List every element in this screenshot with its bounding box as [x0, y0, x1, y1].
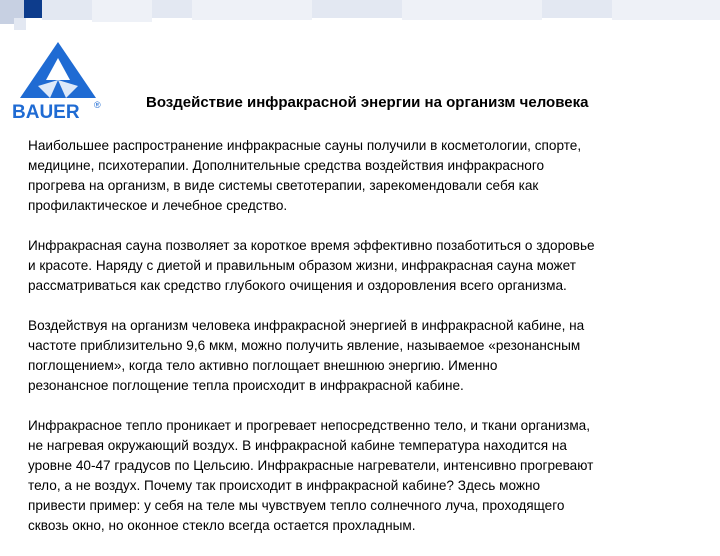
paragraph-line: резонансное поглощение тепла происходит в инфракрасной кабине.	[28, 378, 464, 393]
body-paragraph	[28, 236, 700, 296]
deco-square	[42, 0, 92, 20]
deco-square	[612, 0, 720, 20]
body-paragraph	[28, 416, 700, 536]
slide-body	[28, 136, 700, 556]
decorative-square-strip	[0, 0, 720, 36]
paragraph-line: Инфракрасная сауна позволяет за короткое время эффективно позаботиться о здоровье	[28, 238, 595, 253]
deco-square	[312, 0, 402, 18]
paragraph-line: Наибольшее распространение инфракрасные сауны получили в косметологии, спорте,	[28, 138, 582, 153]
paragraph-line: медицине, психотерапии. Дополнительные средства воздействия инфракрасного	[28, 158, 545, 173]
bauer-triangle-logo-icon	[8, 40, 108, 122]
body-paragraph	[28, 316, 700, 396]
deco-square	[24, 0, 42, 18]
paragraph-line: не нагревая окружающий воздух. В инфракрасной кабине температура находится на	[28, 438, 567, 453]
logo-registered-mark: ®	[94, 100, 101, 110]
paragraph-line: Воздействуя на организм человека инфракрасной энергией в инфракрасной кабине, на	[28, 318, 585, 333]
slide-title: Воздействие инфракрасной энергии на организм человека	[146, 94, 589, 111]
paragraph-line: сквозь окно, но оконное стекло всегда остается прохладным.	[28, 518, 416, 533]
deco-square	[402, 0, 542, 20]
paragraph-line: тело, а не воздух. Почему так происходит в инфракрасной кабине? Здесь можно	[28, 478, 541, 493]
paragraph-line: и красоте. Наряду с диетой и правильным образом жизни, инфракрасная сауна может	[28, 258, 576, 273]
paragraph-line: поглощением», когда тело активно поглощает внешнюю энергию. Именно	[28, 358, 498, 373]
paragraph-line: частоте приблизительно 9,6 мкм, можно получить явление, называемое «резонансным	[28, 338, 581, 353]
paragraph-line: Инфракрасное тепло проникает и прогревает непосредственно тело, и ткани организма,	[28, 418, 590, 433]
logo-brand-text: BAUER	[12, 102, 80, 122]
deco-square	[14, 18, 26, 30]
paragraph-line: рассматриваться как средство глубокого очищения и оздоровления всего организма.	[28, 278, 567, 293]
deco-square	[542, 0, 612, 18]
paragraph-line: прогрева на организм, в виде системы светотерапии, зарекомендовали себя как	[28, 178, 539, 193]
deco-square	[192, 0, 312, 20]
paragraph-line: привести пример: у себя на теле мы чувствуем тепло солнечного луча, проходящего	[28, 498, 565, 513]
bauer-logo	[8, 40, 108, 122]
deco-square	[152, 0, 192, 18]
deco-square	[92, 0, 152, 22]
paragraph-line: профилактическое и лечебное средство.	[28, 198, 288, 213]
paragraph-line: уровне 40-47 градусов по Цельсию. Инфракрасные нагреватели, интенсивно прогревают	[28, 458, 594, 473]
body-paragraph	[28, 136, 700, 216]
